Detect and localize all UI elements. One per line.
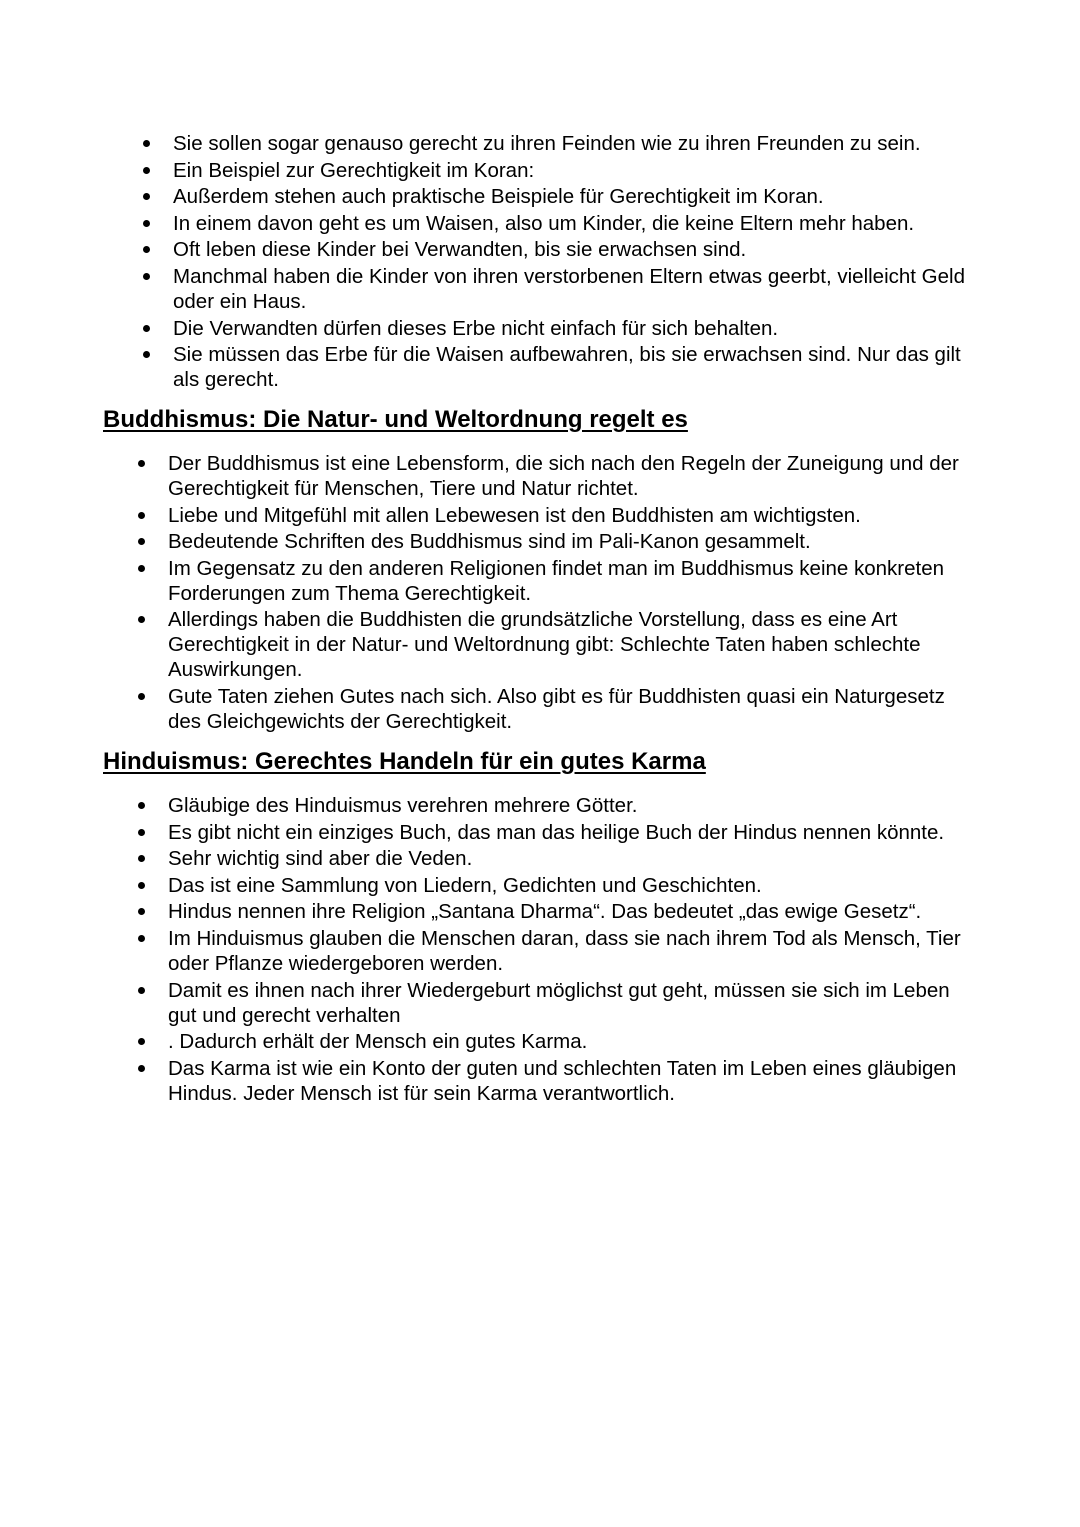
list-item-text: Im Hinduismus glauben die Menschen daran, dass sie nach ihrem Tod als Mensch, Tier oder Pflanze wiedergeboren werden. — [168, 926, 961, 975]
list-item-text: Hindus nennen ihre Religion „Santana Dharma“. Das bedeutet „das ewige Gesetz“. — [168, 900, 922, 924]
bullet-icon — [143, 246, 150, 253]
list-item — [143, 158, 983, 183]
list-item-text: Sie sollen sogar genauso gerecht zu ihren Feinden wie zu ihren Freunden zu sein. — [173, 132, 921, 155]
list-item — [138, 1029, 983, 1054]
list-item-text: Das Karma ist wie ein Konto der guten und schlechten Taten im Leben eines gläubigen Hindus. Jeder Mensch ist für sein Karma verantwortlich. — [168, 1056, 957, 1105]
bullet-icon — [138, 616, 145, 623]
list-item — [138, 978, 983, 1028]
bullet-icon — [138, 693, 145, 700]
bullet-icon — [138, 935, 145, 942]
list-item — [143, 131, 983, 156]
list-item-text: Der Buddhismus ist eine Lebensform, die sich nach den Regeln der Zuneigung und der Gerechtigkeit für Menschen, Tiere und Natur richtet. — [168, 452, 959, 500]
list-item-text: Liebe und Mitgefühl mit allen Lebewesen ist den Buddhisten am wichtigsten. — [168, 503, 861, 527]
intro-bullet-list — [143, 131, 983, 394]
bullet-icon — [143, 351, 150, 358]
bullet-icon — [143, 140, 150, 147]
bullet-icon — [138, 987, 145, 994]
list-item — [138, 793, 983, 818]
list-item — [143, 264, 983, 314]
list-item — [138, 556, 983, 606]
bullet-icon — [138, 802, 145, 809]
list-item-text: Außerdem stehen auch praktische Beispiele für Gerechtigkeit im Koran. — [173, 185, 824, 209]
buddhismus-bullet-list — [138, 451, 983, 736]
list-item — [138, 451, 983, 501]
list-item — [138, 607, 983, 682]
list-item — [143, 184, 983, 209]
list-item-text: Oft leben diese Kinder bei Verwandten, bis sie erwachsen sind. — [173, 238, 747, 262]
list-item-text: Sehr wichtig sind aber die Veden. — [168, 847, 473, 871]
bullet-icon — [138, 538, 145, 545]
list-item-text: Manchmal haben die Kinder von ihren verstorbenen Eltern etwas geerbt, vielleicht Geld oder ein Haus. — [173, 264, 965, 313]
list-item — [143, 342, 983, 392]
list-item — [138, 873, 983, 898]
bullet-icon — [138, 855, 145, 862]
bullet-icon — [138, 1038, 145, 1045]
bullet-icon — [138, 512, 145, 519]
list-item — [138, 503, 983, 528]
list-item — [138, 820, 983, 845]
bullet-icon — [143, 220, 150, 227]
list-item — [143, 211, 983, 236]
list-item-text: Gläubige des Hinduismus verehren mehrere Götter. — [168, 794, 638, 817]
hinduismus-bullet-list — [138, 793, 983, 1107]
list-item-text: Ein Beispiel zur Gerechtigkeit im Koran: — [173, 158, 535, 182]
list-item-text: Gute Taten ziehen Gutes nach sich. Also gibt es für Buddhisten quasi ein Naturgesetz des Gleichgewichts der Gerechtigkeit. — [168, 684, 945, 733]
list-item — [138, 846, 983, 871]
list-item-text: Sie müssen das Erbe für die Waisen aufbewahren, bis sie erwachsen sind. Nur das gilt als gerecht. — [173, 343, 961, 392]
list-item-text: Damit es ihnen nach ihrer Wiedergeburt möglichst gut geht, müssen sie sich im Leben gut und gerecht verhalten — [168, 978, 950, 1027]
list-item — [138, 926, 983, 976]
list-item-text: Im Gegensatz zu den anderen Religionen findet man im Buddhismus keine konkreten Forderungen zum Thema Gerechtigkeit. — [168, 556, 945, 605]
bullet-icon — [138, 565, 145, 572]
list-item-text: . Dadurch erhält der Mensch ein gutes Karma. — [168, 1030, 588, 1054]
list-item — [143, 316, 983, 341]
bullet-icon — [143, 325, 150, 332]
list-item-text: In einem davon geht es um Waisen, also um Kinder, die keine Eltern mehr haben. — [173, 211, 915, 235]
list-item-text: Die Verwandten dürfen dieses Erbe nicht einfach für sich behalten. — [173, 316, 779, 340]
bullet-icon — [143, 193, 150, 200]
bullet-icon — [143, 273, 150, 280]
bullet-icon — [138, 908, 145, 915]
list-item-text: Es gibt nicht ein einziges Buch, das man das heilige Buch der Hindus nennen könnte. — [168, 820, 945, 844]
list-item — [138, 684, 983, 734]
bullet-icon — [138, 882, 145, 889]
list-item — [143, 237, 983, 262]
bullet-icon — [138, 1065, 145, 1072]
list-item-text: Bedeutende Schriften des Buddhismus sind im Pali-Kanon gesammelt. — [168, 530, 811, 554]
list-item — [138, 529, 983, 554]
list-item — [138, 899, 983, 924]
heading-buddhismus: Buddhismus: Die Natur- und Weltordnung regelt es — [103, 406, 688, 433]
bullet-icon — [138, 460, 145, 467]
list-item — [138, 1056, 983, 1106]
list-item-text: Allerdings haben die Buddhisten die grundsätzliche Vorstellung, dass es eine Art Gerechtigkeit in der Natur- und Weltordnung gibt: Schlechte Taten haben schlechte Auswirkungen. — [168, 608, 921, 682]
heading-hinduismus: Hinduismus: Gerechtes Handeln für ein gutes Karma — [103, 748, 706, 775]
list-item-text: Das ist eine Sammlung von Liedern, Gedichten und Geschichten. — [168, 873, 762, 897]
bullet-icon — [143, 167, 150, 174]
bullet-icon — [138, 829, 145, 836]
